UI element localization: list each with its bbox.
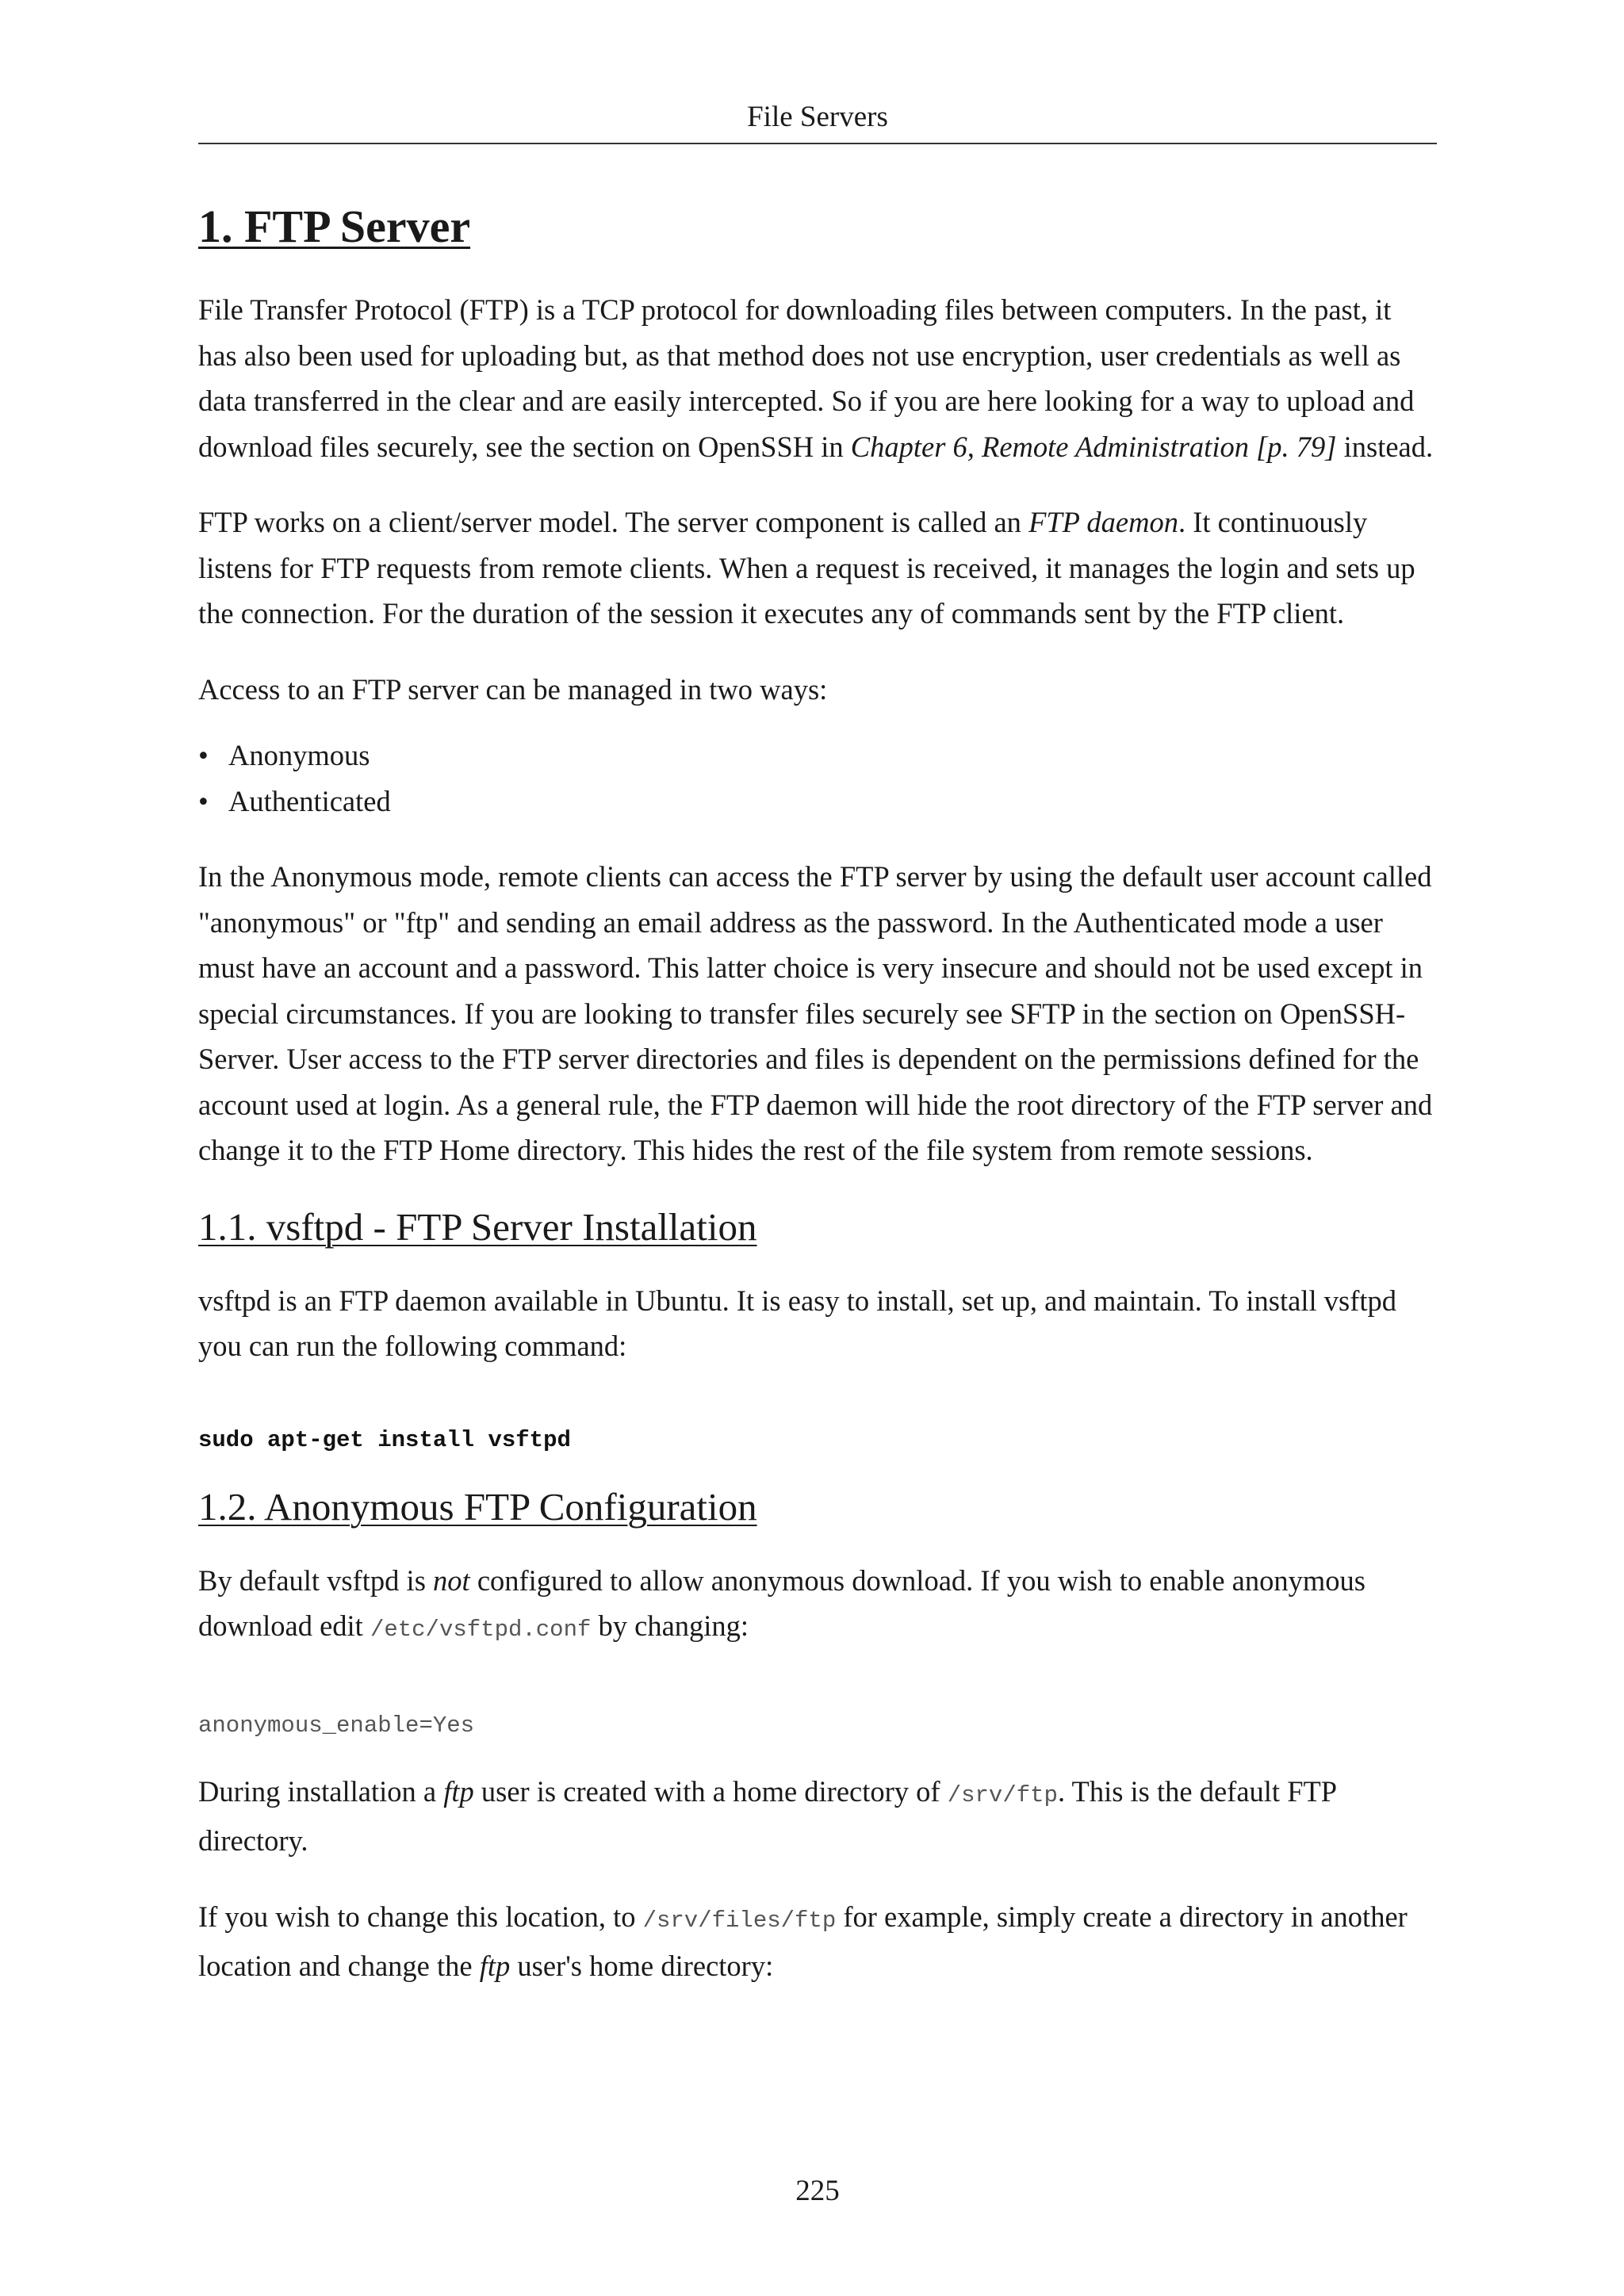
section-title: 1. FTP Server xyxy=(198,201,471,252)
subsection-title-anonymous-config: 1.2. Anonymous FTP Configuration xyxy=(198,1484,757,1529)
bullet-icon: • xyxy=(198,784,209,817)
change-location-paragraph xyxy=(198,1894,1437,1989)
emphasis-not: not xyxy=(433,1563,470,1597)
config-file-path: /etc/vsftpd.conf xyxy=(370,1617,592,1643)
header-divider xyxy=(198,143,1437,144)
access-intro-paragraph: Access to an FTP server can be managed in two ways: xyxy=(198,672,828,706)
change-text-a: If you wish to change this location, to xyxy=(198,1900,643,1933)
cross-reference-link[interactable]: Chapter 6, Remote Administration [p. 79] xyxy=(850,430,1337,463)
running-header: File Servers xyxy=(747,101,888,133)
anon-text-c: by changing: xyxy=(591,1609,749,1642)
config-line-code: anonymous_enable=Yes xyxy=(198,1712,475,1739)
access-mode-list xyxy=(198,733,1437,824)
ftp-user-text-c: . This is the default FTP directory. xyxy=(198,1774,1336,1857)
intro-paragraph-2 xyxy=(198,499,1437,637)
change-text-b: for example, simply create a directory in another location and change the xyxy=(198,1900,1408,1982)
emphasis-ftp-daemon: FTP daemon xyxy=(1028,506,1178,538)
page-number: 225 xyxy=(795,2175,840,2207)
ftp-user-text-b: user is created with a home directory of xyxy=(473,1774,948,1808)
subsection-title-installation: 1.1. vsftpd - FTP Server Installation xyxy=(198,1204,757,1249)
list-item xyxy=(198,779,1437,825)
intro-text-1a: File Transfer Protocol (FTP) is a TCP protocol for downloading files between computers. In the past, it has also been used for uploading but, as that method does not use encryption, user credentials as well as data transferred in the clear and are easily intercepted. So if you are here looking for a way to upload and download files securely, see the section on OpenSSH in xyxy=(198,293,1415,463)
anon-text-b: configured to allow anonymous download. If you wish to enable anonymous download edit xyxy=(198,1563,1365,1642)
list-item-label: Anonymous xyxy=(228,739,370,771)
list-item-label: Authenticated xyxy=(228,784,391,817)
new-directory-path: /srv/files/ftp xyxy=(642,1907,837,1934)
install-command-code: sudo apt-get install vsftpd xyxy=(198,1426,571,1453)
page-content xyxy=(198,198,1437,2019)
installation-paragraph: vsftpd is an FTP daemon available in Ubuntu. It is easy to install, set up, and maintain. To install vsftpd you can run the following command: xyxy=(198,1284,1396,1362)
intro-text-2b: . It continuously listens for FTP requests from remote clients. When a request is received, it manages the login and sets up the connection. For the duration of the session it executes any of commands sent by the FTP client. xyxy=(198,506,1415,629)
access-modes-paragraph: In the Anonymous mode, remote clients can access the FTP server by using the default user account called "anonymous" or "ftp" and sending an email address as the password. In the Authenticated mode a user must have an account and a password. This latter choice is very insecure and should not be used except in special circumstances. If you are looking to transfer files securely see SFTP in the section on OpenSSH-Server. User access to the FTP server directories and files is dependent on the permissions defined for the account used at login. As a general rule, the FTP daemon will hide the root directory of the FTP server and change it to the FTP Home directory. This hides the rest of the file system from remote sessions. xyxy=(198,860,1433,1166)
list-item xyxy=(198,733,1437,779)
bullet-icon: • xyxy=(198,739,209,771)
anonymous-config-paragraph xyxy=(198,1558,1437,1653)
emphasis-ftp-user: ftp xyxy=(443,1774,474,1808)
intro-paragraph-1 xyxy=(198,287,1437,469)
intro-text-1b: instead. xyxy=(1336,430,1434,463)
change-text-c: user's home directory: xyxy=(510,1950,774,1982)
emphasis-ftp-user-2: ftp xyxy=(479,1950,511,1982)
ftp-user-paragraph xyxy=(198,1769,1437,1864)
intro-text-2a: FTP works on a client/server model. The server component is called an xyxy=(198,506,1029,538)
home-directory-path: /srv/ftp xyxy=(947,1781,1058,1808)
ftp-user-text-a: During installation a xyxy=(198,1774,444,1808)
anon-text-a: By default vsftpd is xyxy=(198,1563,434,1597)
